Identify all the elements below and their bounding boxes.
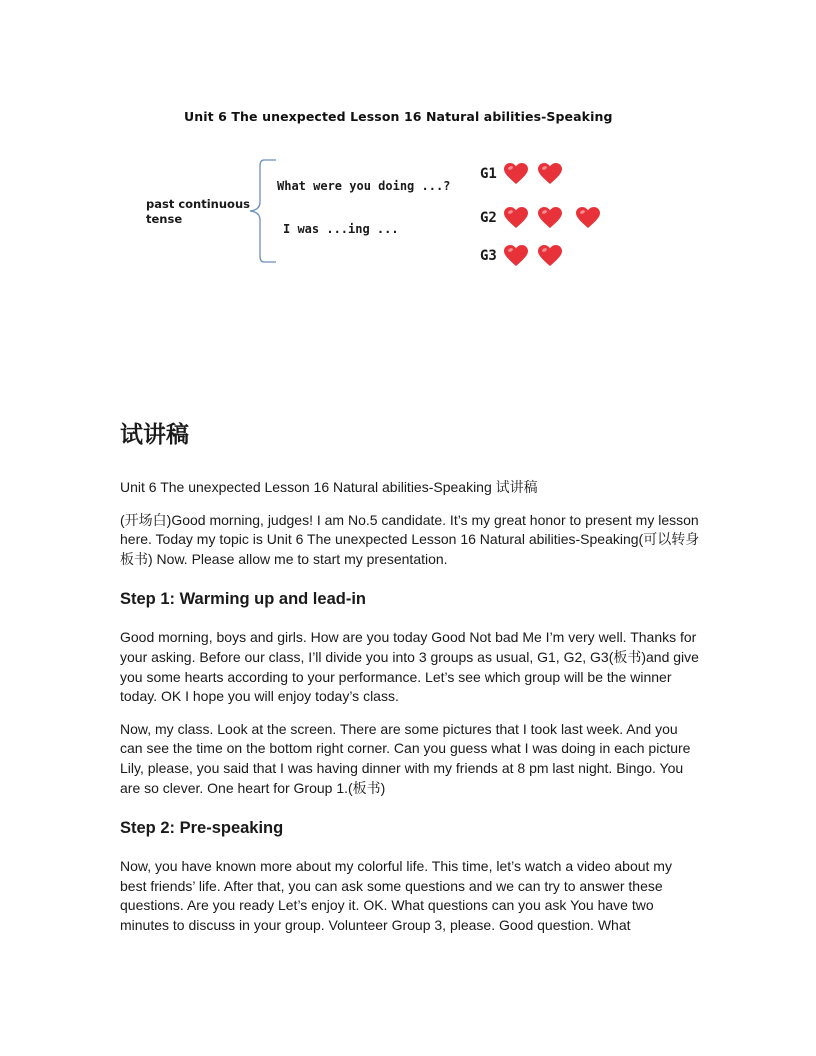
heart-icon <box>538 207 562 229</box>
heart-icon <box>504 207 528 229</box>
group-label: G3 <box>480 248 497 264</box>
group-2-row <box>480 204 600 232</box>
blackboard-design <box>0 0 816 300</box>
tense-label: past continuous tense <box>146 197 250 226</box>
group-1-row <box>480 160 562 188</box>
group-label: G2 <box>480 210 497 226</box>
heart-icon <box>504 245 528 267</box>
step-1-paragraph-2: Now, my class. Look at the screen. There are some pictures that I took last week. And you can see the time on the bottom right corner. Can you guess what I was doing in each picture Lily, please, you said that I was having dinner with my friends at 8 pm last night. Bingo. You are so clever. One heart for Group 1.(板书) <box>120 720 691 796</box>
group-label: G1 <box>480 166 497 182</box>
step-1-heading: Step 1: Warming up and lead-in <box>120 590 366 609</box>
heart-icon <box>538 245 562 267</box>
heart-icon <box>504 163 528 185</box>
heart-icon <box>538 163 562 185</box>
answer-pattern: I was ...ing ... <box>283 222 399 236</box>
intro-paragraph: (开场白)Good morning, judges! I am No.5 candidate. It’s my great honor to present my lesson here. Today my topic is Unit 6 The unexpected Lesson 16 Natural abilities-Speaking(可以转身板书) Now. Please allow me to start my presentation. <box>120 511 700 567</box>
heart-icon <box>576 207 600 229</box>
question-pattern: What were you doing ...? <box>277 179 451 193</box>
board-title: Unit 6 The unexpected Lesson 16 Natural abilities-Speaking <box>184 109 613 124</box>
group-3-row <box>480 242 562 270</box>
step-2-paragraph-1: Now, you have known more about my colorful life. This time, let’s watch a video about my best friends’ life. After that, you can ask some questions and we can try to answer these questions. Are you ready Let’s enjoy it. OK. What questions can you ask You have two minutes to discuss in your group. Volunteer Group 3, please. Good question. What <box>120 858 672 933</box>
step-1-paragraph-1: Good morning, boys and girls. How are you today Good Not bad Me I’m very well. Thanks for your asking. Before our class, I’ll divide you into 3 groups as usual, G1, G2, G3(板书)and give you some hearts according to your performance. Let’s see which group will be the winner today. OK I hope you will enjoy today’s class. <box>120 629 699 705</box>
script-document <box>120 418 700 949</box>
document-title: 试讲稿 <box>120 422 189 448</box>
document-subtitle: Unit 6 The unexpected Lesson 16 Natural abilities-Speaking 试讲稿 <box>120 479 538 495</box>
step-2-heading: Step 2: Pre-speaking <box>120 819 284 838</box>
